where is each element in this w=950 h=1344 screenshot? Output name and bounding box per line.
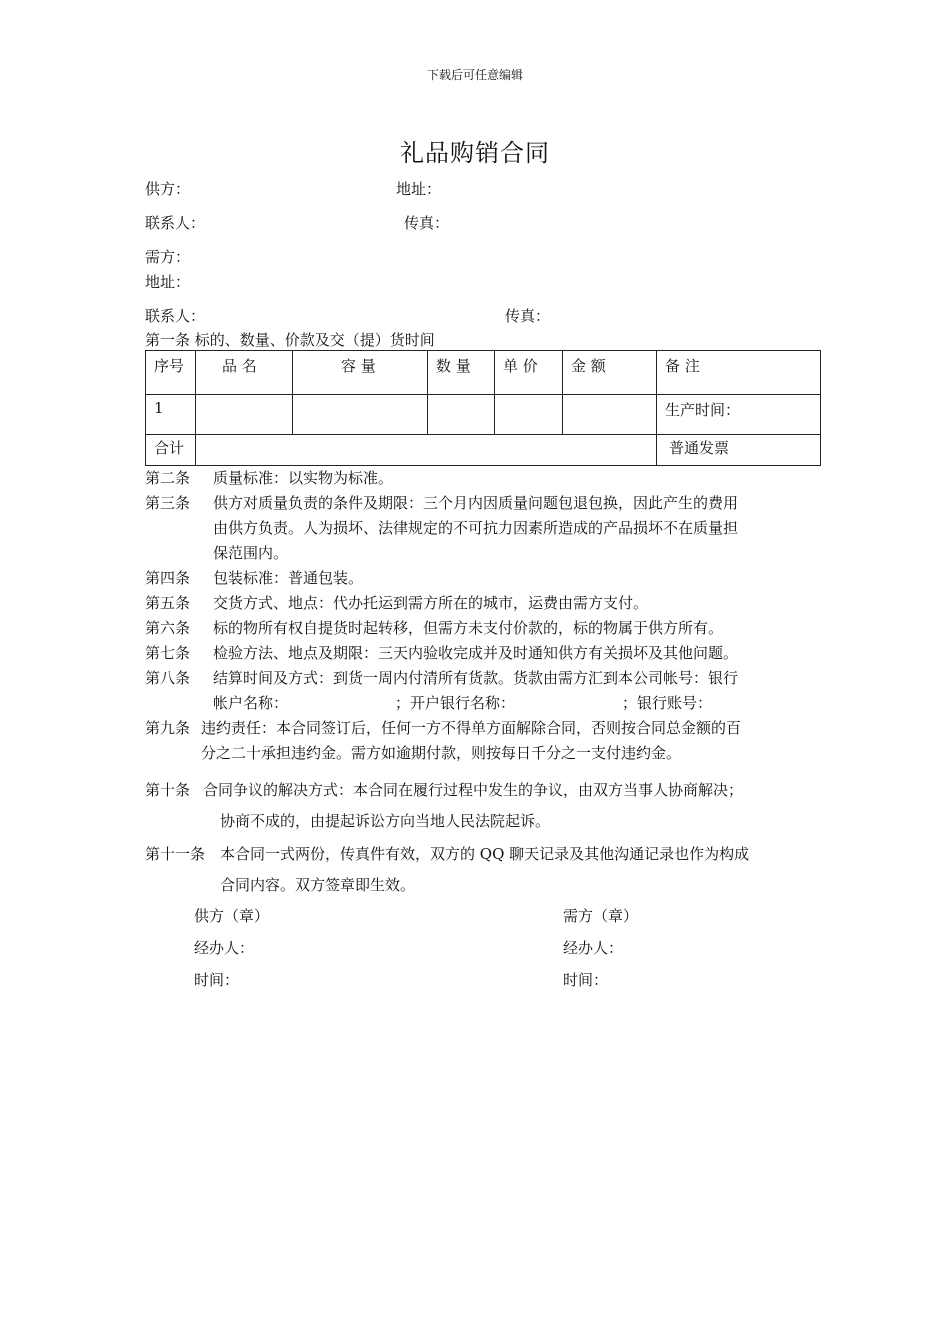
header-cell: 金 额 [563, 351, 657, 395]
clause-11-line-2: 合同内容。双方签章即生效。 [220, 876, 416, 894]
account-name-label: 帐户名称： [213, 694, 289, 712]
supplier-seal-label: 供方（章） [194, 907, 270, 925]
table-header-row [146, 351, 821, 395]
clause-9 [145, 717, 741, 738]
buyer-time-label: 时间： [563, 971, 609, 989]
supplier-agent-label: 经办人： [194, 939, 255, 957]
bank-name-label: ；开户银行名称： [395, 694, 516, 712]
buyer-seal-label: 需方（章） [563, 907, 639, 925]
supplier-label: 供方： [145, 180, 191, 198]
clause-8 [145, 667, 738, 688]
clause-10-line-2: 协商不成的，由提起诉讼方向当地人民法院起诉。 [220, 812, 551, 830]
clause-10 [145, 779, 743, 800]
buyer-label: 需方： [145, 248, 191, 266]
clause-number: 第十条 [145, 781, 191, 799]
account-no-label: ；银行账号： [622, 694, 713, 712]
article-1-label: 第一条 标的、数量、价款及交（提）货时间 [145, 331, 435, 349]
clause-2 [145, 467, 393, 488]
table-cell [495, 395, 563, 435]
header-cell: 数 量 [428, 351, 495, 395]
header-note: 下载后可任意编辑 [426, 68, 523, 82]
clause-11 [145, 843, 749, 864]
clause-number: 第九条 [145, 719, 191, 737]
clause-3-line-3: 保范围内。 [213, 544, 289, 562]
clause-number: 第十一条 [145, 845, 206, 863]
header-cell: 单 价 [495, 351, 563, 395]
clause-text: 质量标准：以实物为标准。 [213, 469, 394, 487]
clause-number: 第五条 [145, 594, 191, 612]
clause-number: 第四条 [145, 569, 191, 587]
clause-4 [145, 567, 363, 588]
supplier-address-label: 地址： [396, 180, 442, 198]
total-note-cell: 普通发票 [657, 435, 821, 466]
clause-text: 检验方法、地点及期限：三天内验收完成并及时通知供方有关损坏及其他问题。 [213, 644, 739, 662]
clause-3 [145, 492, 738, 513]
buyer-address-label: 地址： [145, 273, 191, 291]
header-cell: 备 注 [657, 351, 821, 395]
buyer-fax-label: 传真： [505, 307, 551, 325]
clause-number: 第二条 [145, 469, 191, 487]
table-cell: 生产时间： [657, 395, 821, 435]
table-cell [293, 395, 428, 435]
goods-table [145, 350, 821, 466]
clause-number: 第八条 [145, 669, 191, 687]
supplier-time-label: 时间： [194, 971, 240, 989]
clause-text: 交货方式、地点：代办托运到需方所在的城市，运费由需方支付。 [213, 594, 649, 612]
clause-text: 供方对质量负责的条件及期限：三个月内因质量问题包退包换，因此产生的费用 [213, 494, 739, 512]
clause-text: 结算时间及方式：到货一周内付清所有货款。货款由需方汇到本公司帐号：银行 [213, 669, 739, 687]
clause-6 [145, 617, 723, 638]
table-cell [428, 395, 495, 435]
supplier-fax-label: 传真： [404, 214, 450, 232]
clause-7 [145, 642, 738, 663]
clause-text: 本合同一式两份，传真件有效，双方的 QQ 聊天记录及其他沟通记录也作为构成 [220, 845, 750, 863]
buyer-contact-label: 联系人： [145, 307, 206, 325]
table-cell [563, 395, 657, 435]
clause-text: 合同争议的解决方式：本合同在履行过程中发生的争议，由双方当事人协商解决； [203, 781, 744, 799]
clause-text: 包装标准：普通包装。 [213, 569, 364, 587]
clause-text: 标的物所有权自提货时起转移，但需方未支付价款的，标的物属于供方所有。 [213, 619, 724, 637]
clause-number: 第三条 [145, 494, 191, 512]
header-cell: 容 量 [293, 351, 428, 395]
clause-text: 违约责任：本合同签订后，任何一方不得单方面解除合同，否则按合同总金额的百 [201, 719, 742, 737]
clause-number: 第七条 [145, 644, 191, 662]
total-value-cell [196, 435, 657, 466]
clause-3-line-2: 由供方负责。人为损坏、法律规定的不可抗力因素所造成的产品损坏不在质量担 [213, 519, 739, 537]
buyer-agent-label: 经办人： [563, 939, 624, 957]
clause-5 [145, 592, 648, 613]
clause-9-line-2: 分之二十承担违约金。需方如逾期付款，则按每日千分之一支付违约金。 [201, 744, 682, 762]
table-total-row [146, 435, 821, 466]
header-cell: 品 名 [196, 351, 293, 395]
supplier-contact-label: 联系人： [145, 214, 206, 232]
table-row [146, 395, 821, 435]
table-cell [196, 395, 293, 435]
document-title: 礼品购销合同 [400, 139, 550, 167]
clause-number: 第六条 [145, 619, 191, 637]
header-cell: 序号 [146, 351, 196, 395]
total-label-cell: 合计 [146, 435, 196, 466]
table-cell: 1 [146, 395, 196, 435]
